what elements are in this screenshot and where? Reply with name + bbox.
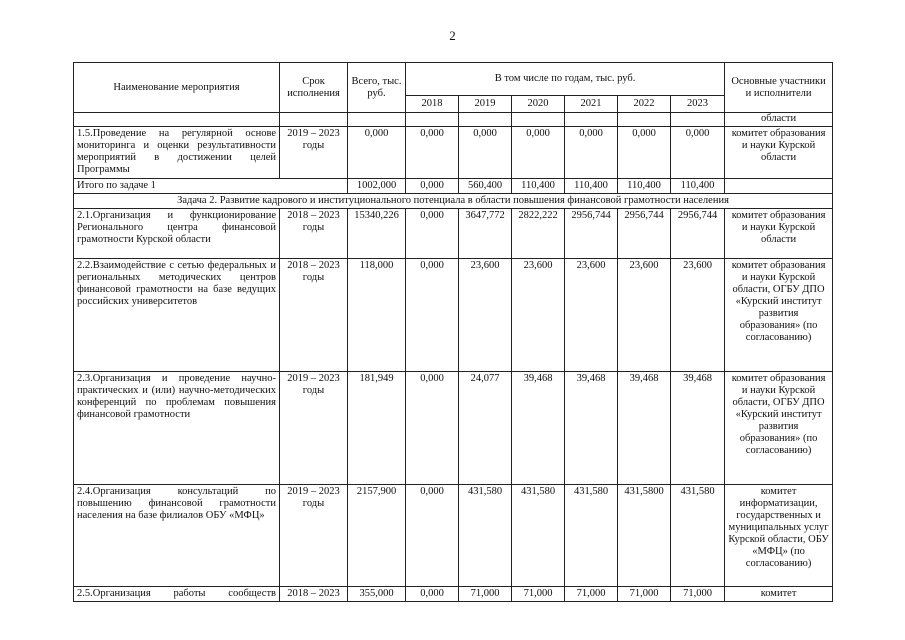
table-row xyxy=(74,485,833,587)
row-year-value: 0,000 xyxy=(671,127,725,179)
table-row xyxy=(74,259,833,372)
row-name: 2.1.Организация и функционирование Регионального центра финансовой грамотности Курской области xyxy=(74,209,280,259)
row-year-value: 0,000 xyxy=(565,127,618,179)
year-header: 2023 xyxy=(671,96,725,113)
row-total: 118,000 xyxy=(348,259,406,372)
row-responsible: комитет образования и науки Курской области xyxy=(725,127,833,179)
total-label: Итого по задаче 1 xyxy=(74,179,348,194)
header-total: Всего, тыс. руб. xyxy=(348,63,406,113)
total-row xyxy=(74,179,833,194)
row-term: 2019 – 2023 годы xyxy=(280,372,348,485)
row-total: 2157,900 xyxy=(348,485,406,587)
row-year-value: 0,000 xyxy=(406,372,459,485)
header-name: Наименование мероприятия xyxy=(74,63,280,113)
row-year-value: 71,000 xyxy=(512,587,565,602)
row-year-value: 39,468 xyxy=(671,372,725,485)
row-term: 2018 – 2023 xyxy=(280,587,348,602)
row-total: 181,949 xyxy=(348,372,406,485)
program-table xyxy=(73,62,833,602)
row-responsible: комитет образования и науки Курской области, ОГБУ ДПО «Курский институт развития образования» (по согласованию) xyxy=(725,372,833,485)
year-header: 2021 xyxy=(565,96,618,113)
row-year-value: 0,000 xyxy=(512,127,565,179)
row-term: 2019 – 2023 годы xyxy=(280,485,348,587)
row-year-value: 23,600 xyxy=(671,259,725,372)
row-total: 0,000 xyxy=(348,127,406,179)
year-header: 2018 xyxy=(406,96,459,113)
row-name: 2.3.Организация и проведение научно-практических и (или) научно-методических конференций по проблемам повышения финансовой грамотности xyxy=(74,372,280,485)
header-participants: Основные участники и исполнители xyxy=(725,63,833,113)
row-year-value: 0,000 xyxy=(406,259,459,372)
row-year-value: 431,580 xyxy=(671,485,725,587)
row-year-value: 431,5800 xyxy=(618,485,671,587)
row-year-value: 0,000 xyxy=(406,485,459,587)
row-year-value: 2822,222 xyxy=(512,209,565,259)
table-row xyxy=(74,209,833,259)
row-year-value: 431,580 xyxy=(459,485,512,587)
total-year-value: 110,400 xyxy=(565,179,618,194)
header-by-years: В том числе по годам, тыс. руб. xyxy=(406,63,725,96)
row-year-value: 0,000 xyxy=(459,127,512,179)
row-year-value: 39,468 xyxy=(618,372,671,485)
row-year-value: 39,468 xyxy=(565,372,618,485)
total-year-value: 0,000 xyxy=(406,179,459,194)
row-name: 2.2.Взаимодействие с сетью федеральных и региональных методических центров финансовой грамотности на базе ведущих российских университетов xyxy=(74,259,280,372)
row-year-value: 39,468 xyxy=(512,372,565,485)
row-year-value: 3647,772 xyxy=(459,209,512,259)
row-total: 15340,226 xyxy=(348,209,406,259)
year-header: 2020 xyxy=(512,96,565,113)
row-term: 2018 – 2023 годы xyxy=(280,209,348,259)
row-year-value: 71,000 xyxy=(671,587,725,602)
table-row xyxy=(74,127,833,179)
row-year-value: 23,600 xyxy=(565,259,618,372)
row-name: 2.5.Организация работы сообществ xyxy=(74,587,280,602)
table-row xyxy=(74,587,833,602)
page-number: 2 xyxy=(449,28,456,43)
row-year-value: 431,580 xyxy=(565,485,618,587)
row-term: 2018 – 2023 годы xyxy=(280,259,348,372)
total-year-value: 110,400 xyxy=(671,179,725,194)
row-year-value: 23,600 xyxy=(512,259,565,372)
spill-row xyxy=(74,113,833,127)
row-year-value: 0,000 xyxy=(406,587,459,602)
row-responsible: комитет образования и науки Курской области xyxy=(725,209,833,259)
row-year-value: 71,000 xyxy=(618,587,671,602)
row-year-value: 23,600 xyxy=(618,259,671,372)
header-row xyxy=(74,63,833,96)
row-year-value: 0,000 xyxy=(618,127,671,179)
row-year-value: 71,000 xyxy=(459,587,512,602)
row-name: 1.5.Проведение на регулярной основе мониторинга и оценки результативности мероприятий в достижении целей Программы xyxy=(74,127,280,179)
row-year-value: 2956,744 xyxy=(671,209,725,259)
total-year-value: 560,400 xyxy=(459,179,512,194)
row-responsible: комитет образования и науки Курской области, ОГБУ ДПО «Курский институт развития образования» (по согласованию) xyxy=(725,259,833,372)
row-year-value: 0,000 xyxy=(406,209,459,259)
year-header: 2022 xyxy=(618,96,671,113)
row-responsible: комитет информатизации, государственных и муниципальных услуг Курской области, ОБУ «МФЦ» (по согласованию) xyxy=(725,485,833,587)
row-year-value: 2956,744 xyxy=(618,209,671,259)
row-responsible: комитет xyxy=(725,587,833,602)
row-year-value: 71,000 xyxy=(565,587,618,602)
total-value: 1002,000 xyxy=(348,179,406,194)
total-year-value: 110,400 xyxy=(512,179,565,194)
row-year-value: 23,600 xyxy=(459,259,512,372)
row-year-value: 24,077 xyxy=(459,372,512,485)
year-header: 2019 xyxy=(459,96,512,113)
task2-title: Задача 2. Развитие кадрового и институционального потенциала в области повышения финансовой грамотности населения xyxy=(74,194,833,209)
spill-text: области xyxy=(725,113,833,127)
header-term: Срок исполнения xyxy=(280,63,348,113)
row-name: 2.4.Организация консультаций по повышению финансовой грамотности населения на базе филиалов ОБУ «МФЦ» xyxy=(74,485,280,587)
table-row xyxy=(74,372,833,485)
row-year-value: 2956,744 xyxy=(565,209,618,259)
row-year-value: 431,580 xyxy=(512,485,565,587)
row-year-value: 0,000 xyxy=(406,127,459,179)
row-total: 355,000 xyxy=(348,587,406,602)
total-year-value: 110,400 xyxy=(618,179,671,194)
task-heading-row xyxy=(74,194,833,209)
row-term: 2019 – 2023 годы xyxy=(280,127,348,179)
